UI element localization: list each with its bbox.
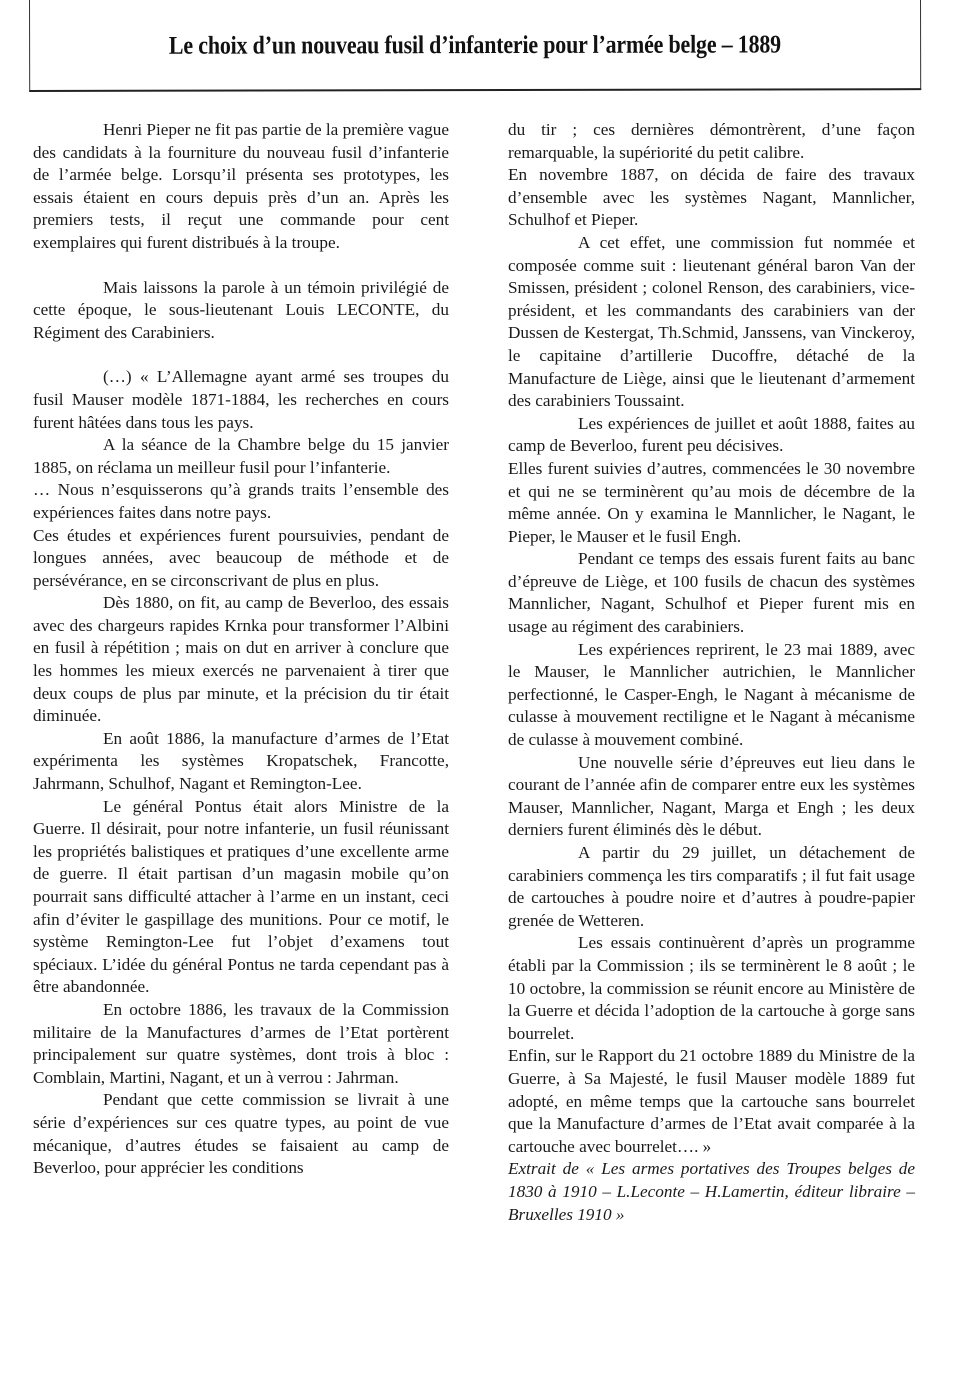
- paragraph: Elles furent suivies d’autres, commencées le 30 novembre et qui ne se terminèrent qu’au mois de décembre de la même année. On y examina le Mannlicher, le Nagant, le Pieper, le Mauser et le fusil Engh.: [508, 458, 915, 546]
- paragraph: En août 1886, la manufacture d’armes de l’Etat expérimenta les systèmes Kropatschek, Francotte, Jahrmann, Schulhof, Nagant et Remington-Lee.: [33, 728, 449, 794]
- paragraph: Pendant ce temps des essais furent faits au banc d’épreuve de Liège, et 100 fusils de chacun des systèmes Mannlicher, Nagant, Schulhof et Pieper furent mis en usage au régiment des carabiniers.: [508, 549, 915, 637]
- paragraph: Le général Pontus était alors Ministre de la Guerre. Il désirait, pour notre infanterie, un fusil réunissant les propriétés balistiques et pratiques d’une excellente arme de guerre. Il était partisan d’un magasin mobile qu’on pourrait sans difficulté attacher à l’arme en un instant, ceci afin d’éviter le gaspillage des munitions. Pour ce motif, le système Remington-Lee fut l’objet d’examens tout spéciaux. L’idée du général Pontus ne tarda cependant pas à être abandonnée.: [33, 796, 449, 997]
- title-box: [29, 0, 921, 92]
- paragraph: (…) « L’Allemagne ayant armé ses troupes du fusil Mauser modèle 1871-1884, les recherches en cours furent hâtées dans tous les pays.: [33, 367, 449, 432]
- source-citation: Extrait de « Les armes portatives des Troupes belges de 1830 à 1910 – L.Leconte – H.Lamertin, éditeur libraire – Bruxelles 1910 »: [508, 1159, 915, 1224]
- paragraph: Les expériences de juillet et août 1888, faites au camp de Beverloo, furent peu décisives.: [508, 413, 915, 456]
- paragraph: Henri Pieper ne fit pas partie de la première vague des candidats à la fourniture du nouveau fusil d’infanterie de l’armée belge. Lorsqu’il présenta ses prototypes, les essais étaient en cours depuis près d’un an. Après les premiers tests, il reçut une commande pour cent exemplaires qui furent distribués à la troupe.: [33, 120, 449, 252]
- paragraph: Enfin, sur le Rapport du 21 octobre 1889 du Ministre de la Guerre, à Sa Majesté, le fusil Mauser modèle 1889 fut adopté, en même temps que la cartouche sans bourrelet que la Manufacture d’armes de l’Etat avait comparée à la cartouche avec bourrelet…. »: [508, 1046, 915, 1156]
- paragraph: du tir ; ces dernières démontrèrent, d’une façon remarquable, la supériorité du petit calibre.: [508, 120, 915, 162]
- paragraph: En novembre 1887, on décida de faire des travaux d’ensemble avec les systèmes Nagant, Mannlicher, Schulhof et Pieper.: [508, 165, 915, 230]
- paragraph: Pendant que cette commission se livrait à une série d’expériences sur ces quatre types, au point de vue mécanique, d’autres études se faisaient au camp de Beverloo, pour apprécier les conditions: [33, 1090, 449, 1178]
- page-title: Le choix d’un nouveau fusil d’infanterie pour l’armée belge – 1889: [169, 28, 782, 60]
- paragraph: Les expériences reprirent, le 23 mai 1889, avec le Mauser, le Mannlicher autrichien, le Mannlicher perfectionné, le Casper-Engh, le Nagant à mécanisme de culasse à mouvement rectiligne et le Nagant à mécanisme de culasse à mouvement combiné.: [508, 639, 915, 750]
- paragraph: … Nous n’esquisserons qu’à grands traits l’ensemble des expériences faites dans notre pays.: [33, 480, 449, 522]
- paragraph: A cet effet, une commission fut nommée et composée comme suit : lieutenant général baron Van der Smissen, président ; colonel Renson, des carabiniers, vice-président, et les commandants des carabiniers van der Dussen de Kestergat, Th.Schmid, Janssens, van Vinckeroy, le capitaine d’artillerie Ducoffre, détaché de la Manufacture de Liège, ainsi que le lieutenant d’armement des carabiniers Toussaint.: [508, 232, 915, 411]
- paragraph: A la séance de la Chambre belge du 15 janvier 1885, on réclama un meilleur fusil pour l’infanterie.: [33, 435, 449, 477]
- paragraph: En octobre 1886, les travaux de la Commission militaire de la Manufactures d’armes de l’Etat portèrent principalement sur quatre systèmes, dont trois à bloc : Comblain, Martini, Nagant, et un à verrou : Jahrman.: [33, 999, 449, 1087]
- paragraph: Une nouvelle série d’épreuves eut lieu dans le courant de l’année afin de comparer entre eux les systèmes Mauser, Mannlicher, Nagant, Marga et Engh ; les deux derniers furent éliminés dès le début.: [508, 752, 915, 840]
- paragraph: Ces études et expériences furent poursuivies, pendant de longues années, avec beaucoup de méthode et de persévérance, en se circonscrivant de plus en plus.: [33, 525, 449, 590]
- paragraph: Mais laissons la parole à un témoin privilégié de cette époque, le sous-lieutenant Louis LECONTE, du Régiment des Carabiniers.: [33, 277, 449, 342]
- paragraph: A partir du 29 juillet, un détachement de carabiniers commença les tirs comparatifs ; il fut fait usage de cartouches à poudre noire et d’autres à poudre-papier grenée de Wetteren.: [508, 843, 915, 930]
- paragraph: Dès 1880, on fit, au camp de Beverloo, des essais avec des chargeurs rapides Krnka pour transformer l’Albini en fusil à répétition ; mais on dut en arriver à conclure que les hommes les mieux exercés ne parvenaient à tirer que deux coups de plus par minute, et la précision du tir était diminuée.: [33, 593, 449, 726]
- right-column: [508, 119, 915, 1226]
- left-column: [33, 119, 449, 1180]
- paragraph: Les essais continuèrent d’après un programme établi par la Commission ; ils se terminèrent le 8 août ; le 10 octobre, la commission se réunit encore au Ministère de la Guerre et décida l’adoption de la cartouche à gorge sans bourrelet.: [508, 933, 915, 1043]
